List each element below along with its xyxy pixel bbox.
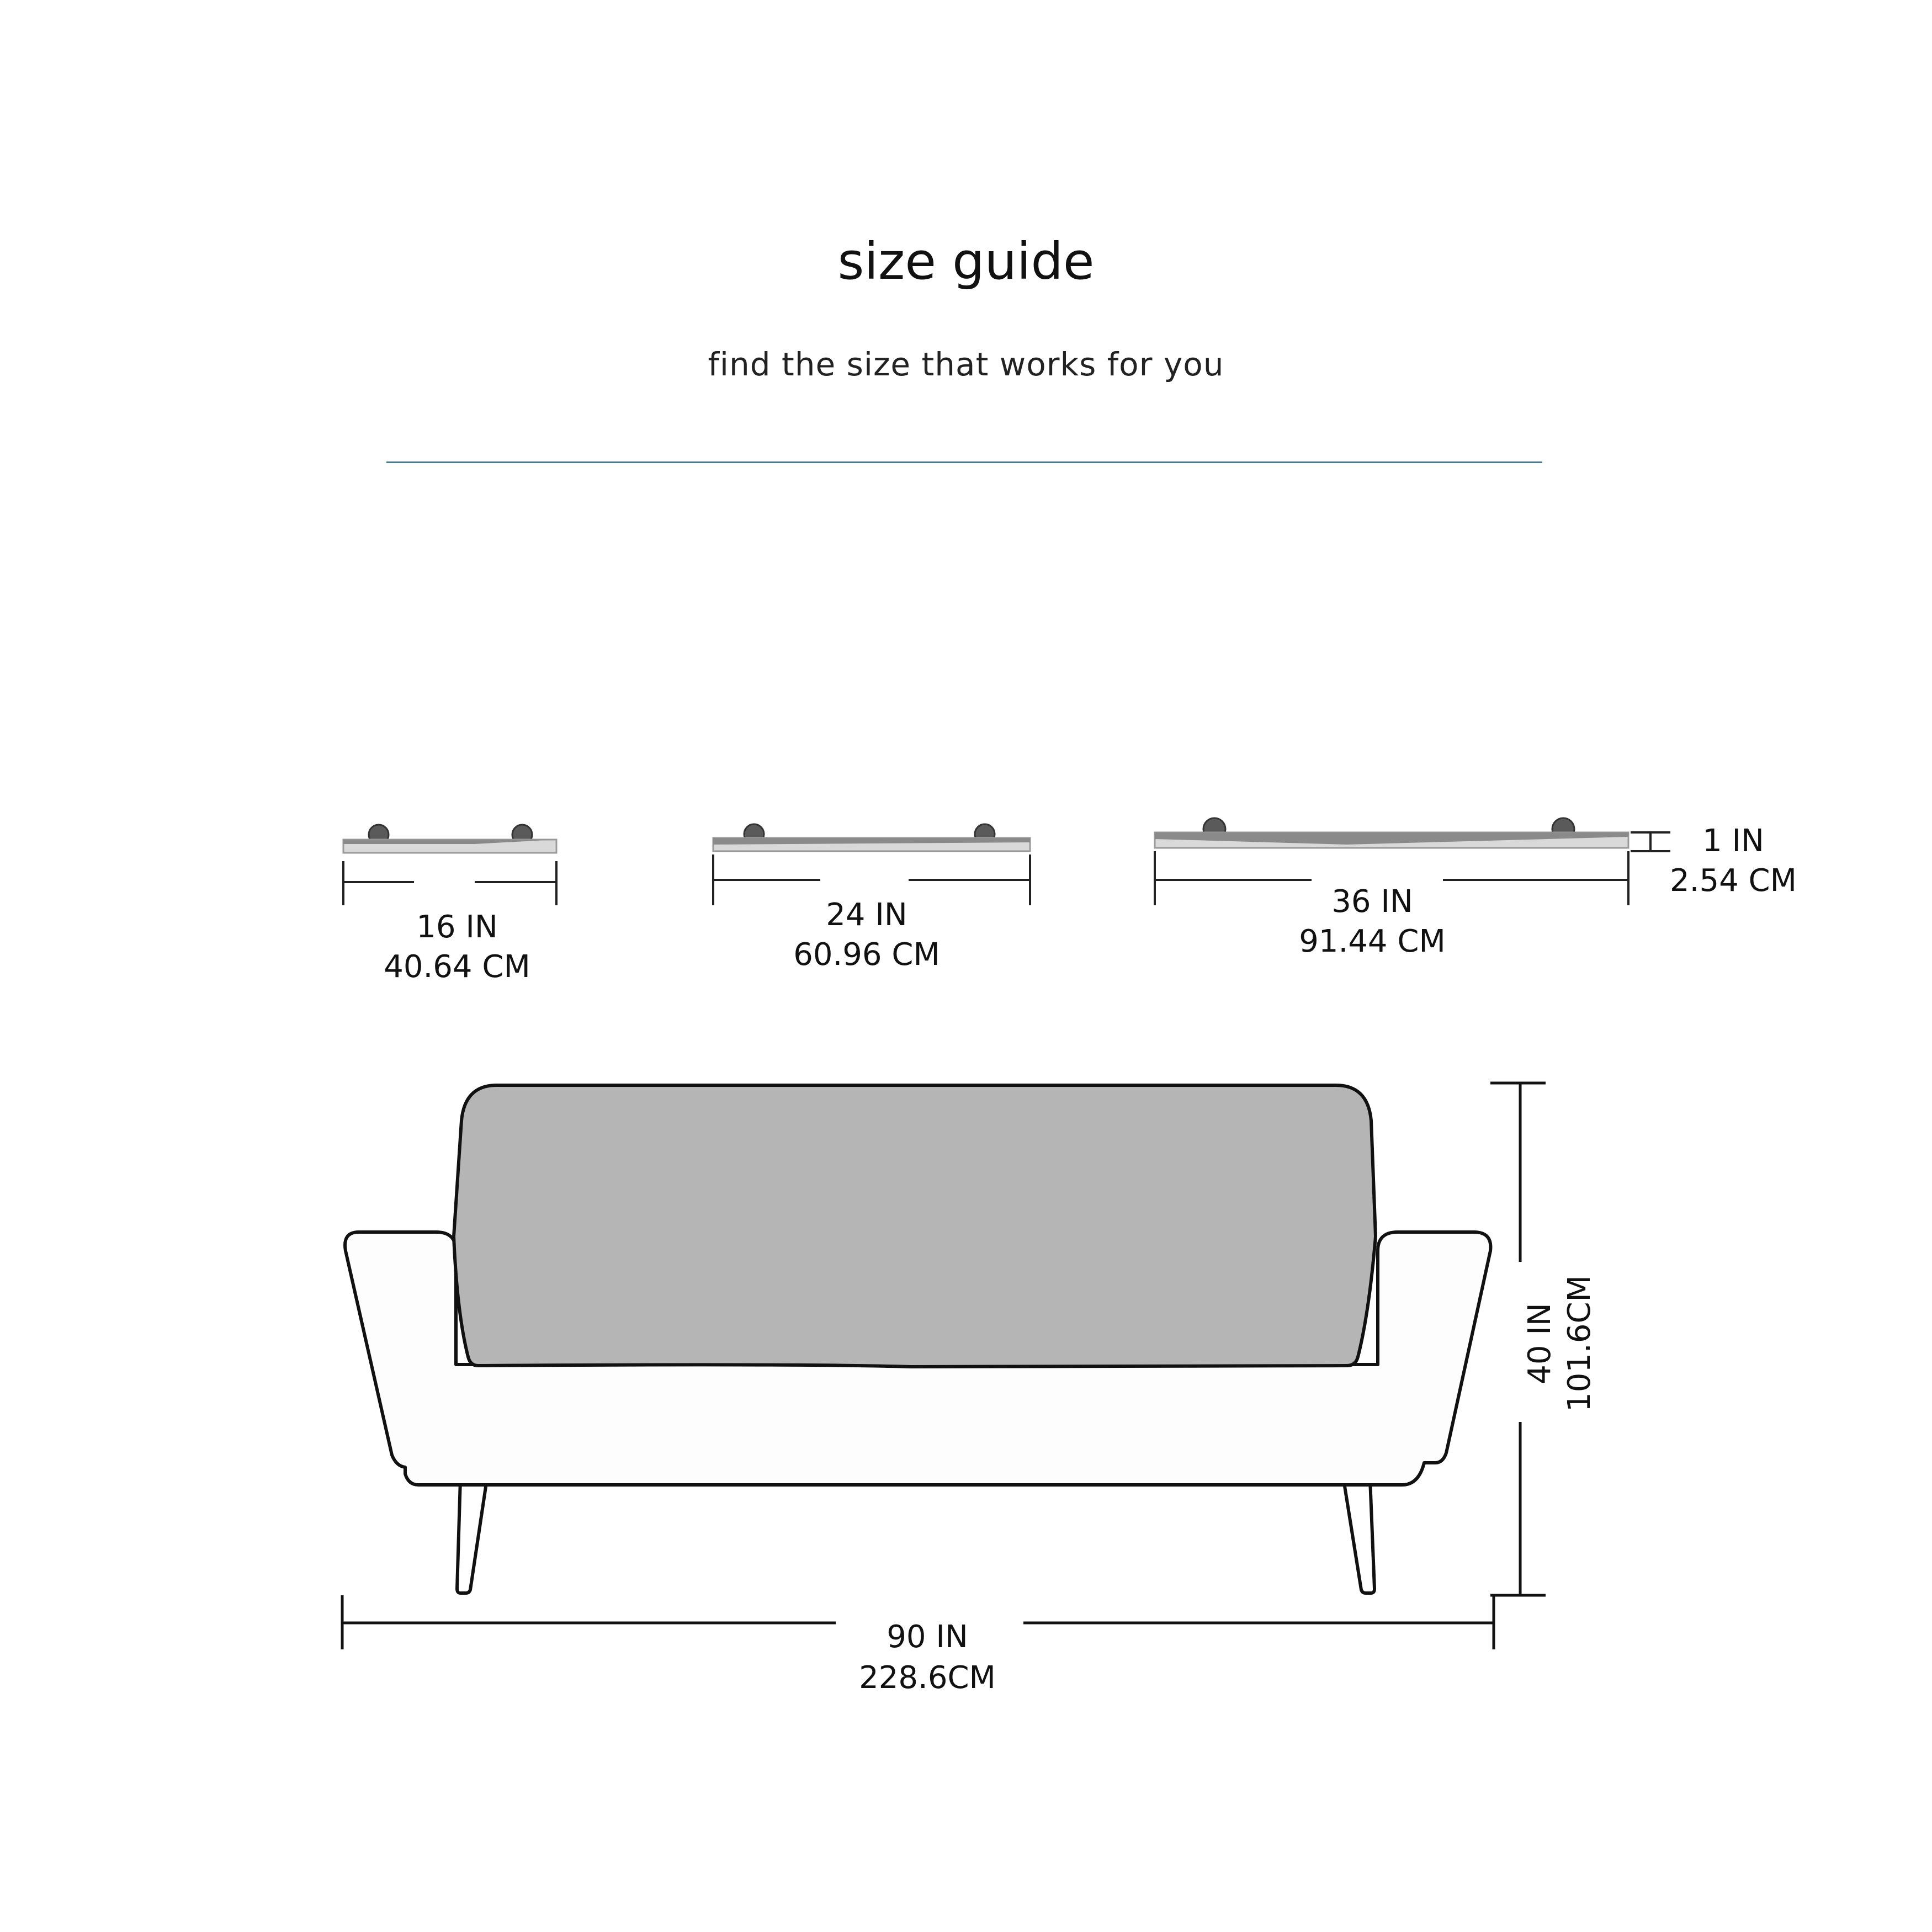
sofa-leg-left (457, 1479, 487, 1593)
sofa-illustration (345, 1085, 1490, 1593)
shelf-thickness-in: 1 IN (1702, 823, 1764, 859)
shelf-16in (343, 825, 556, 985)
shelf-thickness-dimension (1631, 823, 1797, 899)
shelf-length-in: 36 IN (1331, 884, 1413, 920)
sofa-width-cm: 228.6CM (859, 1660, 996, 1696)
shelf-24in (713, 824, 1030, 973)
shelf-length-in: 24 IN (826, 897, 907, 933)
page-subtitle: find the size that works for you (708, 346, 1224, 383)
sofa-height-cm: 101.6CM (1562, 1275, 1597, 1412)
shelf-length-cm: 60.96 CM (793, 937, 940, 973)
shelf-length-in: 16 IN (416, 909, 498, 945)
sofa-width-dimension (342, 1595, 1494, 1696)
shelf-length-cm: 40.64 CM (384, 949, 530, 985)
sofa-height-in: 40 IN (1522, 1303, 1558, 1384)
sofa-leg-right (1344, 1479, 1374, 1593)
shelf-thickness-cm: 2.54 CM (1670, 863, 1797, 899)
shelf-36in (1155, 818, 1628, 959)
shelf-length-cm: 91.44 CM (1299, 923, 1446, 959)
sofa-width-in: 90 IN (887, 1619, 968, 1655)
sofa-height-dimension (1490, 1083, 1597, 1595)
shelf-16in-dimension-line (343, 861, 556, 905)
page-title: size guide (837, 232, 1095, 291)
sofa-back-cushion (454, 1085, 1376, 1367)
